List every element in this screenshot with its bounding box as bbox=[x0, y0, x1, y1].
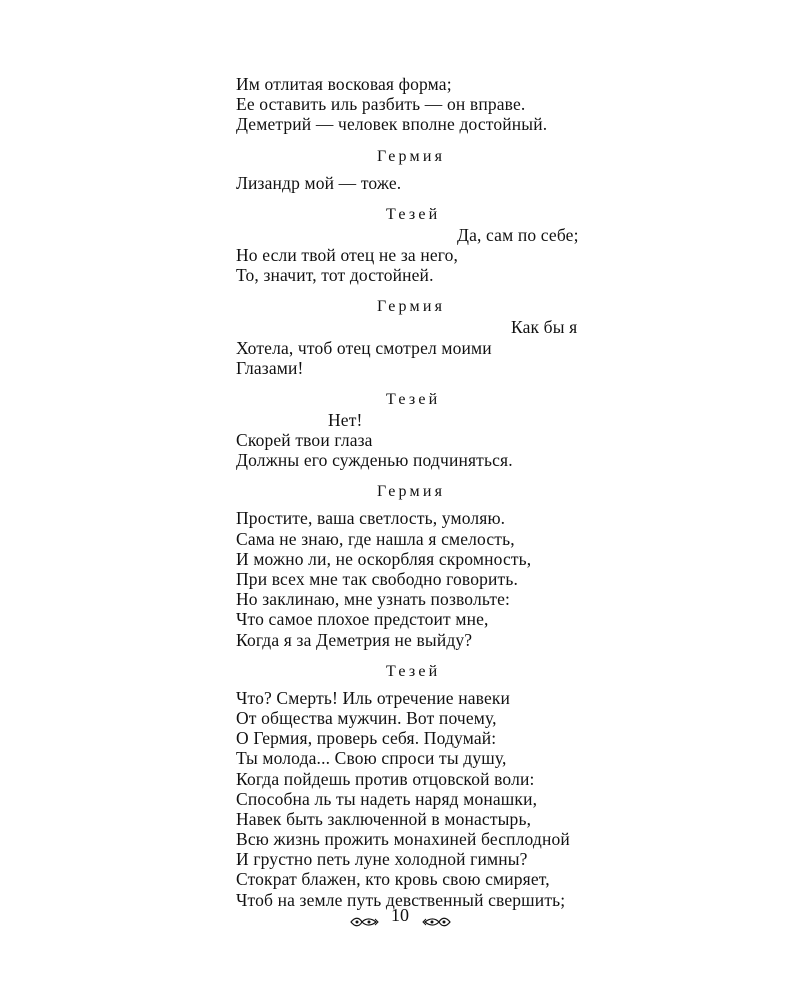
verse-line: Простите, ваша светлость, умоляю. bbox=[236, 508, 506, 529]
verse-line: Деметрий — человек вполне достойный. bbox=[236, 114, 548, 135]
verse-line: Чтоб на земле путь девственный свершить; bbox=[236, 889, 566, 910]
verse-line: И можно ли, не оскорбляя скромность, bbox=[236, 548, 532, 569]
verse-line: О Гермия, проверь себя. Подумай: bbox=[236, 728, 497, 749]
verse-line: Способна ль ты надеть наряд монашки, bbox=[236, 788, 538, 809]
speaker-name-theseus: Тезей bbox=[386, 662, 441, 680]
verse-line: Когда пойдешь против отцовской воли: bbox=[236, 768, 535, 789]
speaker-name-theseus: Тезей bbox=[386, 390, 441, 408]
verse-line: Что? Смерть! Иль отречение навеки bbox=[236, 687, 511, 708]
verse-line: Как бы я bbox=[511, 317, 578, 338]
verse-line: И грустно петь луне холодной гимны? bbox=[236, 849, 528, 870]
verse-line: Что самое плохое предстоит мне, bbox=[236, 609, 489, 630]
verse-line: Хотела, чтоб отец смотрел моими bbox=[236, 337, 492, 358]
speaker-name-hermia: Гермия bbox=[377, 483, 446, 501]
verse-line: То, значит, тот достойней. bbox=[236, 265, 434, 286]
ornament-right-icon bbox=[422, 909, 452, 921]
verse-line: Стократ блажен, кто кровь свою смиряет, bbox=[236, 869, 550, 890]
verse-line: Ты молода... Свою спроси ты душу, bbox=[236, 748, 507, 769]
verse-line: Скорей твои глаза bbox=[236, 430, 373, 451]
verse-line: От общества мужчин. Вот почему, bbox=[236, 707, 497, 728]
verse-line: Им отлитая восковая форма; bbox=[236, 74, 452, 94]
verse-line: Лизандр мой — тоже. bbox=[236, 172, 402, 193]
verse-line: Глазами! bbox=[236, 357, 304, 378]
ornament-left-icon bbox=[349, 909, 379, 921]
speaker-name-theseus: Тезей bbox=[386, 205, 441, 223]
play-text bbox=[236, 74, 706, 910]
verse-line: Навек быть заключенной в монастырь, bbox=[236, 808, 532, 829]
verse-line: Сама не знаю, где нашла я смелость, bbox=[236, 528, 515, 549]
verse-line: Всю жизнь прожить монахиней бесплодной bbox=[236, 829, 570, 850]
verse-line: Ее оставить иль разбить — он вправе. bbox=[236, 94, 526, 115]
verse-line: Да, сам по себе; bbox=[457, 224, 579, 245]
verse-line: При всех мне так свободно говорить. bbox=[236, 569, 518, 589]
verse-line: Когда я за Деметрия не выйду? bbox=[236, 629, 473, 650]
verse-line: Но если твой отец не за него, bbox=[236, 244, 459, 265]
verse-line: Но заклинаю, мне узнать позвольте: bbox=[236, 589, 511, 610]
verse-line: Должны его сужденью подчиняться. bbox=[236, 450, 513, 471]
speaker-name-hermia: Гермия bbox=[377, 147, 446, 165]
verse-line: Нет! bbox=[328, 409, 363, 430]
page-number: 10 bbox=[391, 904, 409, 925]
speaker-name-hermia: Гермия bbox=[377, 298, 446, 316]
page-footer bbox=[0, 900, 800, 928]
